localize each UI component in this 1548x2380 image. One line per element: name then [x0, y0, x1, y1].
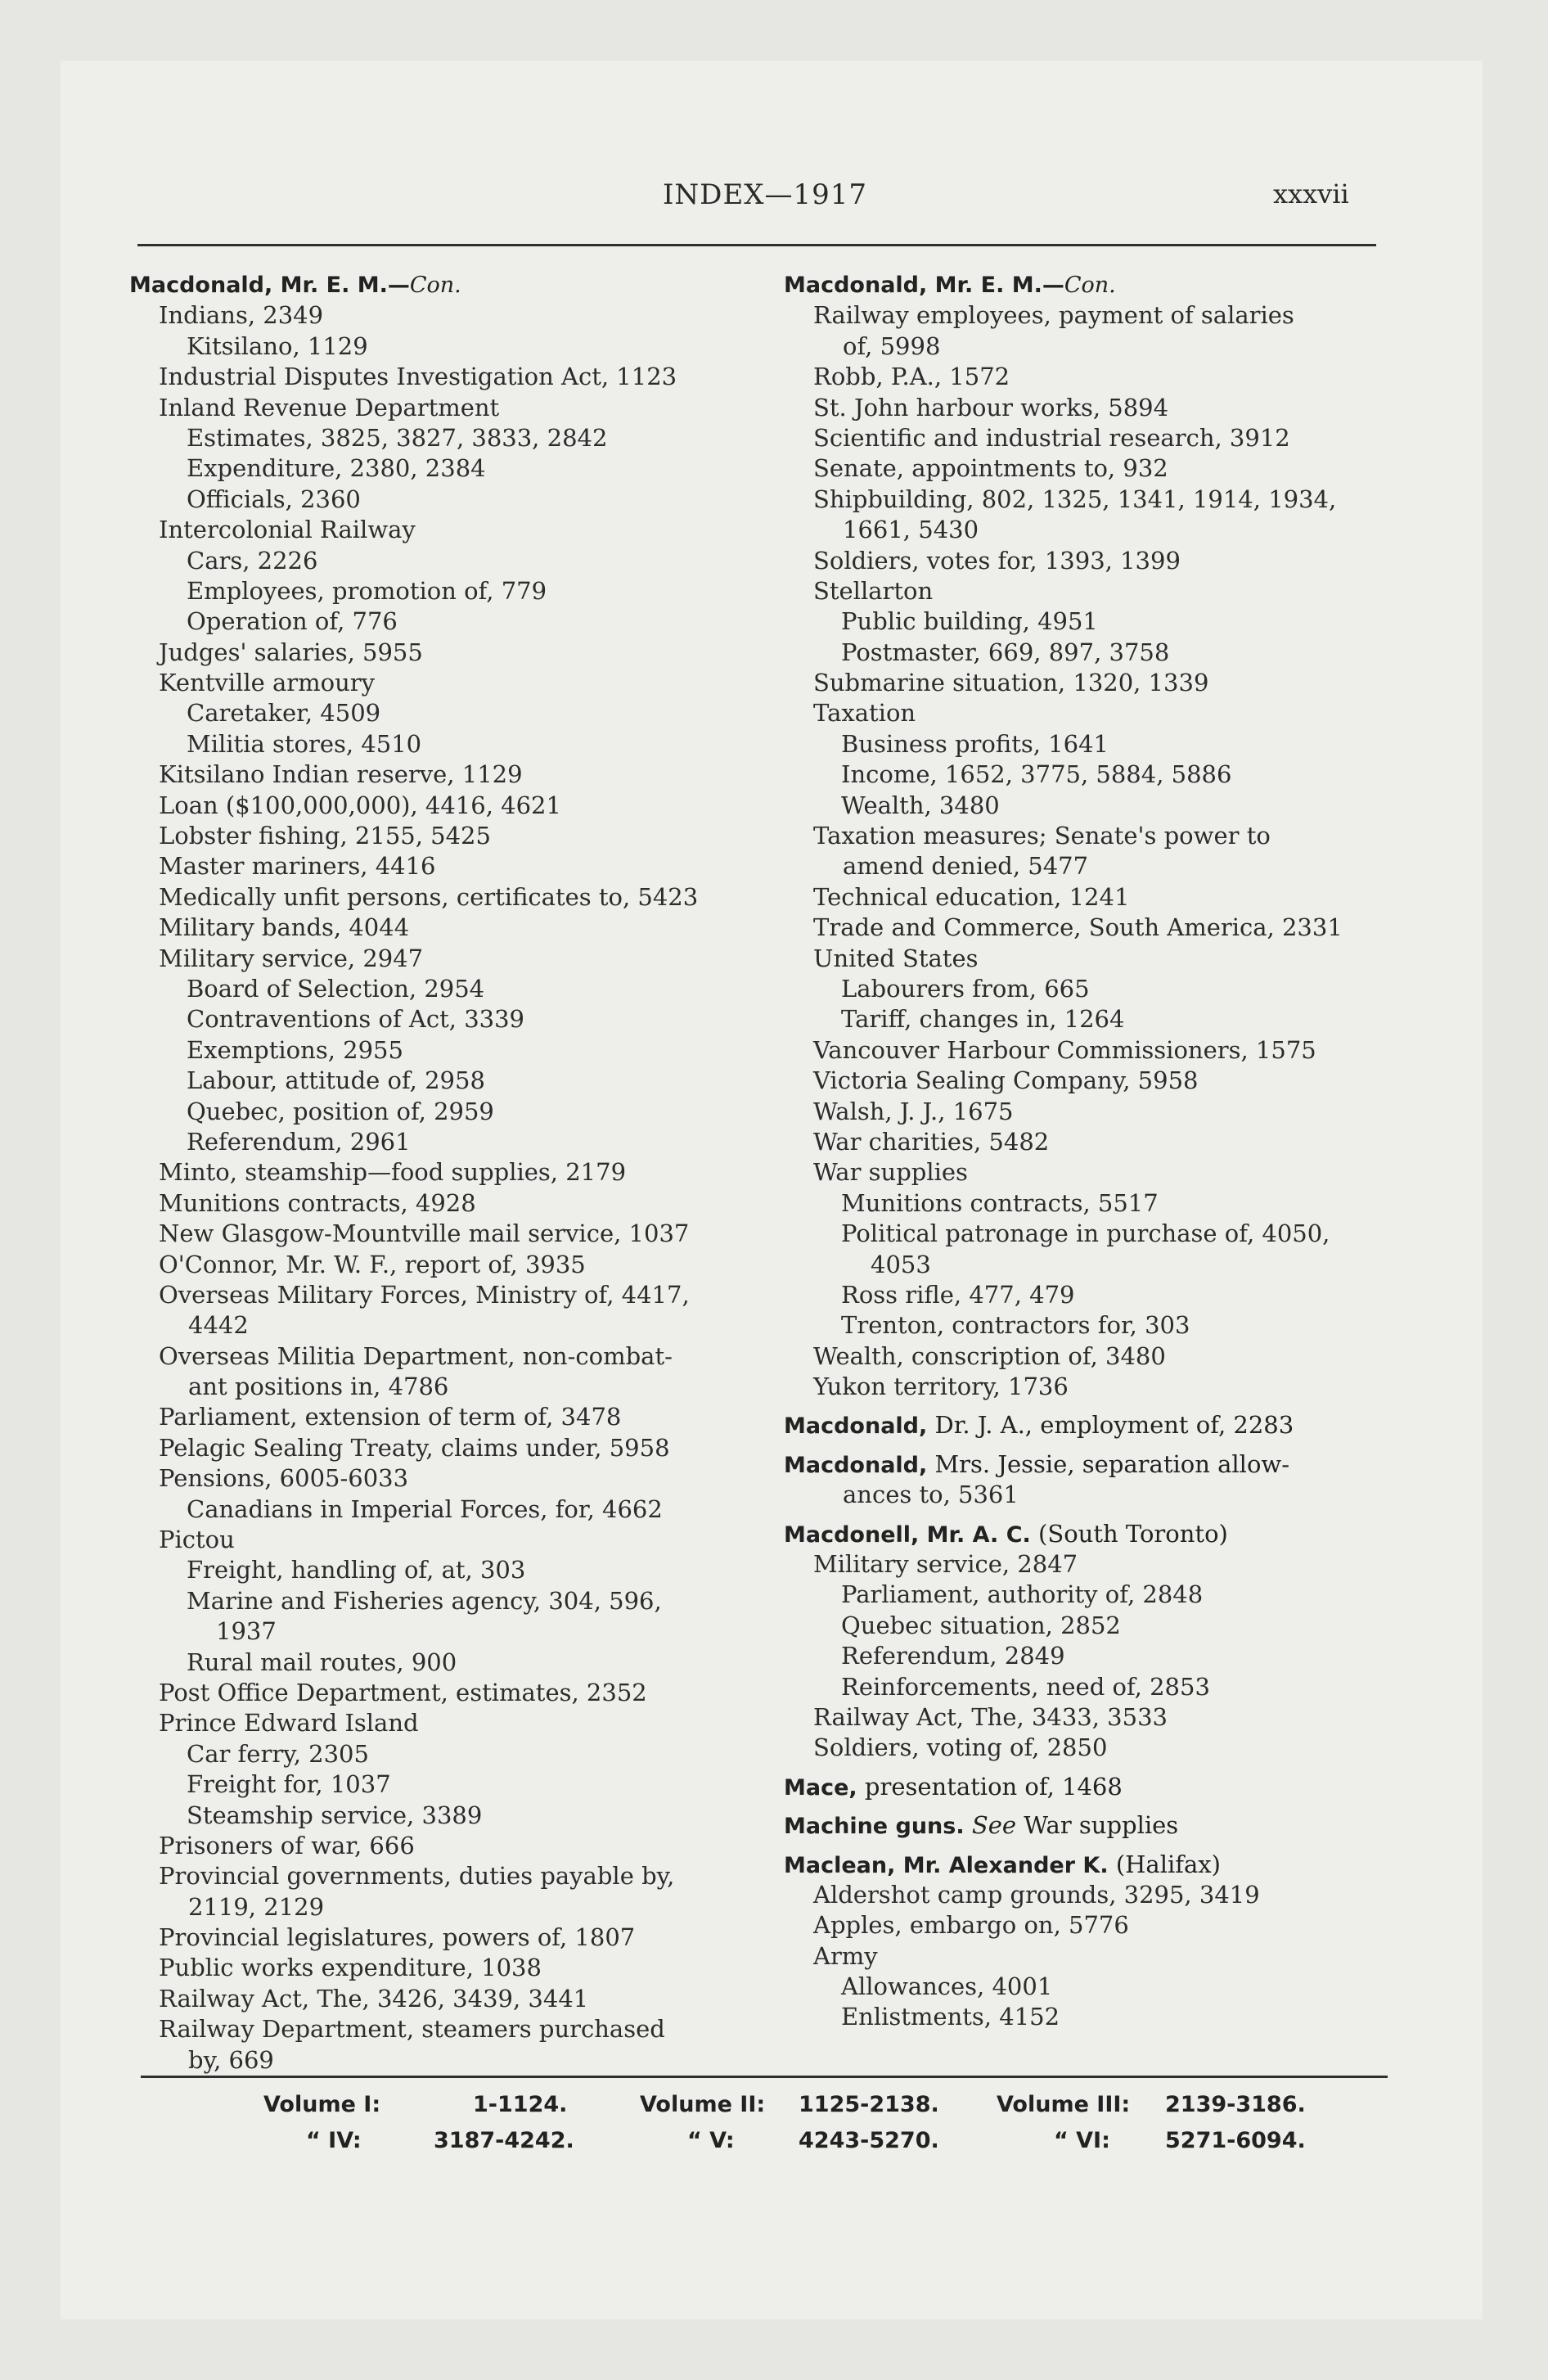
index-entry-continuation: ances to, 5361: [843, 1481, 1019, 1509]
index-entry: Submarine situation, 1320, 1339: [813, 669, 1209, 697]
index-entry: Reinforcements, need of, 2853: [841, 1672, 1210, 1701]
index-entry: Medically unfit persons, certificates to, 5423: [159, 882, 699, 911]
index-entry-continuation: 4053: [871, 1250, 931, 1278]
index-heading: [784, 270, 1406, 300]
index-entry: Contraventions of Act, 3339: [187, 1005, 525, 1034]
index-entry: Militia stores, 4510: [187, 729, 422, 758]
footer-range: 1-1124.: [473, 2092, 568, 2117]
index-entry: Wealth, 3480: [841, 791, 1000, 819]
heading-detail: presentation of, 1468: [857, 1772, 1123, 1801]
heading-detail: (Halifax): [1108, 1850, 1221, 1878]
index-entry: Minto, steamship—food supplies, 2179: [159, 1158, 627, 1187]
index-entry: Quebec situation, 2852: [841, 1611, 1121, 1639]
index-entry: Car ferry, 2305: [187, 1739, 369, 1768]
index-entry: Pictou: [159, 1526, 235, 1554]
index-entry: Pelagic Sealing Treaty, claims under, 5958: [159, 1433, 670, 1462]
index-entry: Trade and Commerce, South America, 2331: [813, 913, 1343, 942]
footer-range: 5271-6094.: [1165, 2128, 1306, 2153]
index-entry: Pensions, 6005-6033: [159, 1464, 409, 1493]
heading-name: Machine guns.: [784, 1814, 965, 1840]
footer-label: Volume II:: [640, 2092, 766, 2117]
index-entry: Income, 1652, 3775, 5884, 5886: [841, 760, 1232, 789]
index-entry: O'Connor, Mr. W. F., report of, 3935: [159, 1250, 586, 1278]
index-entry: Railway Act, The, 3426, 3439, 3441: [159, 1984, 589, 2013]
index-entry: Operation of, 776: [187, 607, 398, 636]
index-entry: Marine and Fisheries agency, 304, 596,: [187, 1586, 662, 1615]
index-entry: Military service, 2847: [813, 1550, 1078, 1579]
index-entry-continuation: 1937: [216, 1617, 277, 1646]
index-entry: Military bands, 4044: [159, 913, 410, 942]
index-entry: Quebec, position of, 2959: [187, 1097, 494, 1125]
index-entry: Indians, 2349: [159, 301, 324, 330]
continued-marker: Con.: [1064, 273, 1116, 298]
index-entry: Munitions contracts, 5517: [841, 1188, 1159, 1217]
index-entry: Provincial governments, duties payable by,: [159, 1862, 675, 1891]
see-reference: See: [964, 1811, 1017, 1840]
index-entry: Robb, P.A., 1572: [813, 363, 1010, 391]
footer-label: Volume III:: [997, 2092, 1131, 2117]
heading-name: Maclean, Mr. Alexander K.: [784, 1852, 1109, 1878]
index-entry: Inland Revenue Department: [159, 393, 500, 421]
index-entry: Apples, embargo on, 5776: [813, 1911, 1129, 1940]
index-entry: War supplies: [813, 1158, 968, 1187]
footer-range: 2139-3186.: [1165, 2092, 1306, 2117]
index-entry: Railway employees, payment of salaries: [813, 301, 1294, 330]
index-entry: Post Office Department, estimates, 2352: [159, 1678, 647, 1706]
index-entry: Prisoners of war, 666: [159, 1831, 415, 1859]
index-entry: Political patronage in purchase of, 4050,: [841, 1219, 1330, 1248]
index-entry: Yukon territory, 1736: [813, 1373, 1069, 1401]
index-entry-continuation: 2119, 2129: [188, 1892, 325, 1921]
index-entry: Loan ($100,000,000), 4416, 4621: [159, 791, 561, 819]
index-entry: Public building, 4951: [841, 607, 1098, 636]
index-entry: Labour, attitude of, 2958: [187, 1066, 485, 1095]
index-entry: Scientific and industrial research, 3912: [813, 423, 1290, 452]
index-entry: Referendum, 2961: [187, 1127, 411, 1156]
index-entry: Taxation: [813, 699, 916, 728]
index-entry: Vancouver Harbour Commissioners, 1575: [813, 1035, 1316, 1064]
index-entry: Kitsilano Indian reserve, 1129: [159, 760, 523, 789]
heading-detail: Mrs. Jessie, separation allow-: [927, 1449, 1290, 1478]
index-entry: Tariff, changes in, 1264: [841, 1005, 1125, 1034]
heading-detail: (South Toronto): [1030, 1519, 1228, 1548]
index-entry: Cars, 2226: [187, 546, 318, 575]
index-entry: Railway Act, The, 3433, 3533: [813, 1702, 1168, 1731]
index-entry-continuation: amend denied, 5477: [843, 852, 1089, 881]
index-entry: Technical education, 1241: [813, 882, 1130, 911]
index-entry: Stellarton: [813, 576, 934, 605]
index-entry-continuation: by, 669: [188, 2045, 274, 2074]
index-entry: Labourers from, 665: [841, 974, 1090, 1003]
index-entry: Industrial Disputes Investigation Act, 1123: [159, 363, 677, 391]
index-entry: Postmaster, 669, 897, 3758: [841, 638, 1170, 666]
index-entry: Expenditure, 2380, 2384: [187, 454, 486, 483]
index-entry: Employees, promotion of, 779: [187, 576, 547, 605]
right-column: [784, 270, 1406, 2033]
index-entry: St. John harbour works, 5894: [813, 393, 1169, 421]
heading-name: Macdonald, Mr. E. M.—: [129, 273, 410, 298]
index-entry: Army: [813, 1941, 878, 1970]
heading-name: Macdonald,: [784, 1452, 928, 1478]
page-title: INDEX—1917: [663, 178, 867, 211]
index-entry: Caretaker, 4509: [187, 699, 381, 728]
index-entry-continuation: 1661, 5430: [843, 516, 979, 544]
footer-rule: [141, 2076, 1388, 2078]
page-number: xxxvii: [1273, 178, 1349, 210]
index-entry: Freight for, 1037: [187, 1770, 391, 1799]
footer-range: 1125-2138.: [799, 2092, 939, 2117]
footer-label: Volume I:: [263, 2092, 381, 2117]
index-entry: Business profits, 1641: [841, 729, 1109, 758]
index-entry: Trenton, contractors for, 303: [841, 1311, 1190, 1340]
index-entry: Victoria Sealing Company, 5958: [813, 1066, 1199, 1095]
index-entry: Parliament, authority of, 2848: [841, 1580, 1204, 1609]
index-entry: Exemptions, 2955: [187, 1035, 403, 1064]
index-entry: Provincial legislatures, powers of, 1807: [159, 1923, 636, 1952]
index-entry: War charities, 5482: [813, 1127, 1050, 1156]
index-entry: Officials, 2360: [187, 485, 361, 513]
index-entry: Public works expenditure, 1038: [159, 1954, 542, 1982]
heading-name: Macdonell, Mr. A. C.: [784, 1521, 1031, 1548]
index-entry: Judges' salaries, 5955: [159, 638, 423, 666]
index-entry: Senate, appointments to, 932: [813, 454, 1168, 483]
index-entry: Parliament, extension of term of, 3478: [159, 1403, 622, 1431]
index-entry: Referendum, 2849: [841, 1642, 1065, 1670]
index-entry: New Glasgow-Mountville mail service, 1037: [159, 1219, 690, 1248]
index-entry: Overseas Militia Department, non-combat-: [159, 1341, 673, 1370]
heading-name: Macdonald,: [784, 1413, 928, 1440]
heading-name: Mace,: [784, 1774, 857, 1801]
heading-name: Macdonald, Mr. E. M.—: [784, 273, 1064, 298]
footer-range: 4243-5270.: [799, 2128, 939, 2153]
index-entry: Rural mail routes, 900: [187, 1648, 457, 1676]
index-entry-continuation: ant positions in, 4786: [188, 1373, 449, 1401]
index-entry: Steamship service, 3389: [187, 1801, 483, 1829]
index-entry: Wealth, conscription of, 3480: [813, 1341, 1166, 1370]
index-entry: Allowances, 4001: [841, 1972, 1053, 2001]
index-entry: Master mariners, 4416: [159, 852, 436, 881]
index-entry: Walsh, J. J., 1675: [813, 1097, 1014, 1125]
index-heading: [784, 1772, 1406, 1802]
footer-label: “ VI:: [1054, 2128, 1110, 2153]
index-heading: [784, 1850, 1406, 1880]
index-entry: Overseas Military Forces, Ministry of, 4417,: [159, 1280, 690, 1309]
footer-range: 3187-4242.: [434, 2128, 574, 2153]
index-entry: Enlistments, 4152: [841, 2003, 1060, 2031]
index-entry: Taxation measures; Senate's power to: [813, 822, 1271, 850]
index-heading: [784, 1810, 1406, 1841]
index-heading: [784, 1410, 1406, 1440]
header-rule: [137, 244, 1376, 246]
footer-label: “ IV:: [306, 2128, 362, 2153]
index-entry: Board of Selection, 2954: [187, 974, 485, 1003]
index-entry: Prince Edward Island: [159, 1709, 419, 1738]
index-entry-continuation: 4442: [188, 1311, 249, 1340]
index-heading: [784, 1519, 1406, 1549]
index-entry: Shipbuilding, 802, 1325, 1341, 1914, 1934,: [813, 485, 1337, 513]
left-column: [129, 270, 751, 2076]
index-entry: Kitsilano, 1129: [187, 331, 368, 360]
footer-label: “ V:: [687, 2128, 735, 2153]
index-entry: Munitions contracts, 4928: [159, 1188, 476, 1217]
index-entry: Soldiers, voting of, 2850: [813, 1733, 1108, 1762]
index-heading: [129, 270, 751, 300]
continued-marker: Con.: [409, 273, 461, 298]
index-entry: Estimates, 3825, 3827, 3833, 2842: [187, 423, 608, 452]
heading-detail: Dr. J. A., employment of, 2283: [927, 1411, 1294, 1440]
index-entry: Lobster fishing, 2155, 5425: [159, 822, 491, 850]
index-entry: Intercolonial Railway: [159, 516, 416, 544]
heading-detail: War supplies: [1016, 1811, 1179, 1840]
index-entry: United States: [813, 944, 979, 972]
index-entry: Aldershot camp grounds, 3295, 3419: [813, 1880, 1260, 1909]
index-entry: Soldiers, votes for, 1393, 1399: [813, 546, 1181, 575]
index-entry: Railway Department, steamers purchased: [159, 2015, 665, 2044]
index-entry: Freight, handling of, at, 303: [187, 1556, 526, 1584]
index-entry: Canadians in Imperial Forces, for, 4662: [187, 1494, 663, 1523]
index-entry: Military service, 2947: [159, 944, 424, 972]
index-entry: Kentville armoury: [159, 669, 376, 697]
index-entry-continuation: of, 5998: [843, 331, 941, 360]
index-heading: [784, 1449, 1406, 1480]
index-entry: Ross rifle, 477, 479: [841, 1280, 1075, 1309]
